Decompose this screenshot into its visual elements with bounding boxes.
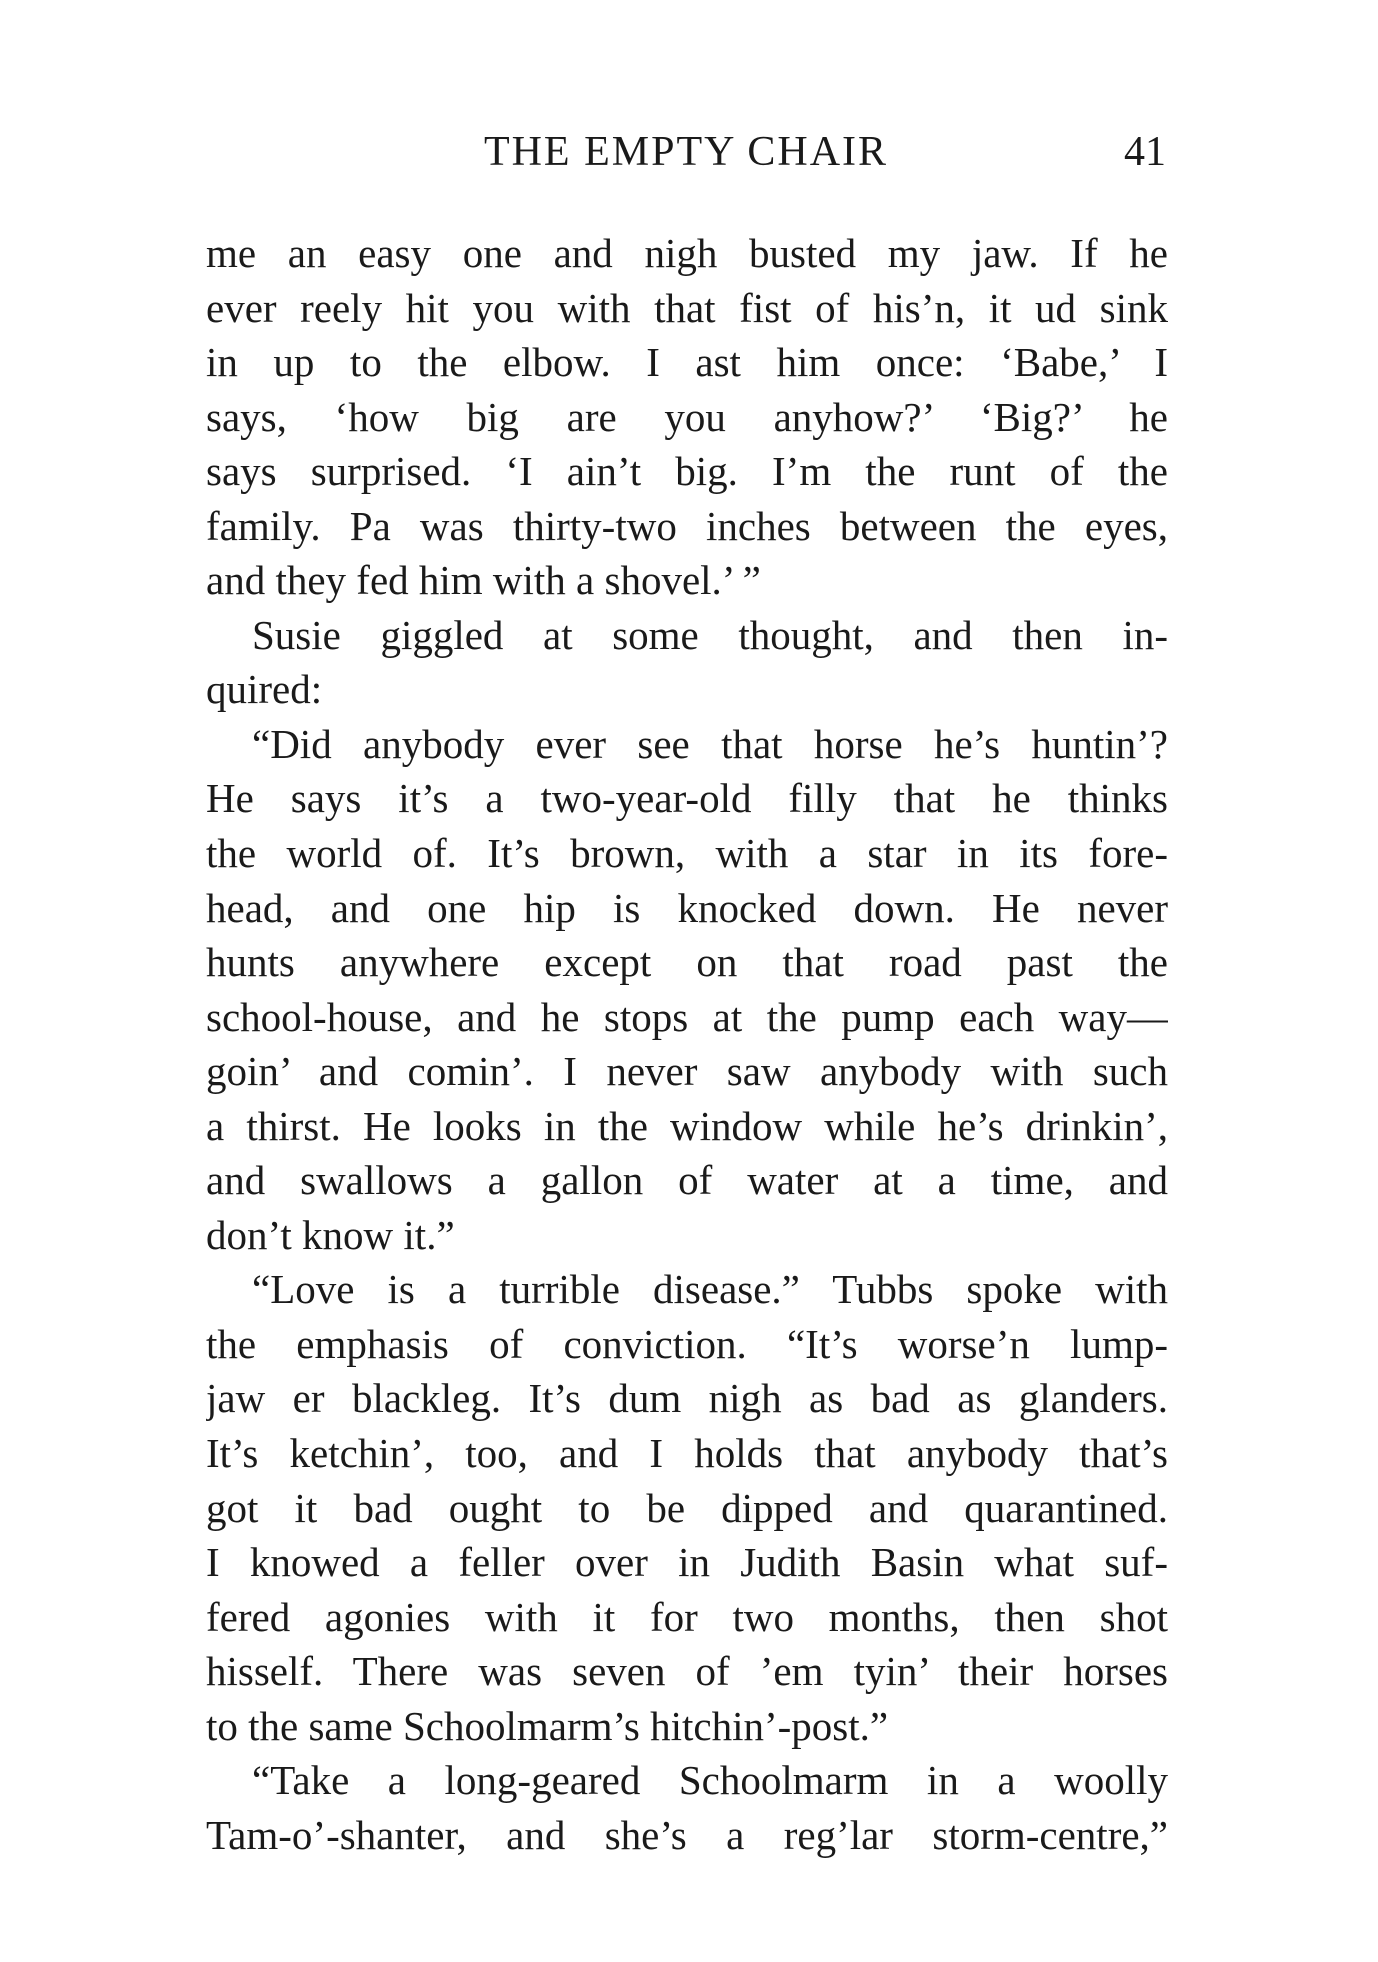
running-head — [206, 122, 1166, 182]
text-line: I knowed a feller over in Judith Basin what suf- — [206, 1539, 1168, 1586]
running-title: THE EMPTY CHAIR — [483, 129, 889, 175]
text-line: to the same Schoolmarm’s hitchin’-post.” — [206, 1702, 889, 1749]
text-line: says, ‘how big are you anyhow?’ ‘Big?’ he — [206, 393, 1168, 440]
text-line: got it bad ought to be dipped and quarantined. — [206, 1484, 1168, 1531]
text-line: Tam-o’-shanter, and she’s a reg’lar storm-centre,” — [206, 1811, 1168, 1858]
text-line: school-house, and he stops at the pump each way— — [206, 993, 1168, 1040]
text-line: Susie giggled at some thought, and then in- — [252, 611, 1168, 658]
text-line: head, and one hip is knocked down. He never — [206, 884, 1168, 931]
text-line: It’s ketchin’, too, and I holds that anybody that’s — [206, 1430, 1168, 1477]
text-line: hunts anywhere except on that road past the — [206, 939, 1168, 986]
text-line: hisself. There was seven of ’em tyin’ their horses — [206, 1648, 1168, 1695]
text-line: “Did anybody ever see that horse he’s huntin’? — [252, 720, 1168, 767]
text-line: me an easy one and nigh busted my jaw. If he — [206, 230, 1168, 276]
text-line: don’t know it.” — [206, 1211, 455, 1258]
text-line: “Love is a turrible disease.” Tubbs spoke with — [252, 1266, 1168, 1313]
page-number: 41 — [1124, 129, 1166, 175]
text-line: fered agonies with it for two months, then shot — [206, 1593, 1168, 1640]
text-line: the world of. It’s brown, with a star in its fore- — [206, 830, 1168, 877]
text-line: goin’ and comin’. I never saw anybody with such — [206, 1048, 1168, 1095]
body-text — [206, 226, 1168, 1862]
text-line: quired: — [206, 666, 323, 713]
text-line: “Take a long-geared Schoolmarm in a woolly — [252, 1757, 1168, 1804]
text-line: and swallows a gallon of water at a time, and — [206, 1157, 1168, 1204]
text-line: the emphasis of conviction. “It’s worse’n lump- — [206, 1320, 1168, 1367]
text-line: He says it’s a two-year-old filly that he thinks — [206, 775, 1168, 822]
text-line: says surprised. ‘I ain’t big. I’m the runt of the — [206, 448, 1168, 495]
text-line: a thirst. He looks in the window while he’s drinkin’, — [206, 1102, 1168, 1149]
text-line: in up to the elbow. I ast him once: ‘Babe,’ I — [206, 339, 1168, 386]
text-line: family. Pa was thirty-two inches between the eyes, — [206, 502, 1168, 549]
text-line: jaw er blackleg. It’s dum nigh as bad as glanders. — [206, 1375, 1168, 1422]
text-line: ever reely hit you with that fist of his’n, it ud sink — [206, 284, 1168, 331]
text-line: and they fed him with a shovel.’ ” — [206, 557, 761, 604]
